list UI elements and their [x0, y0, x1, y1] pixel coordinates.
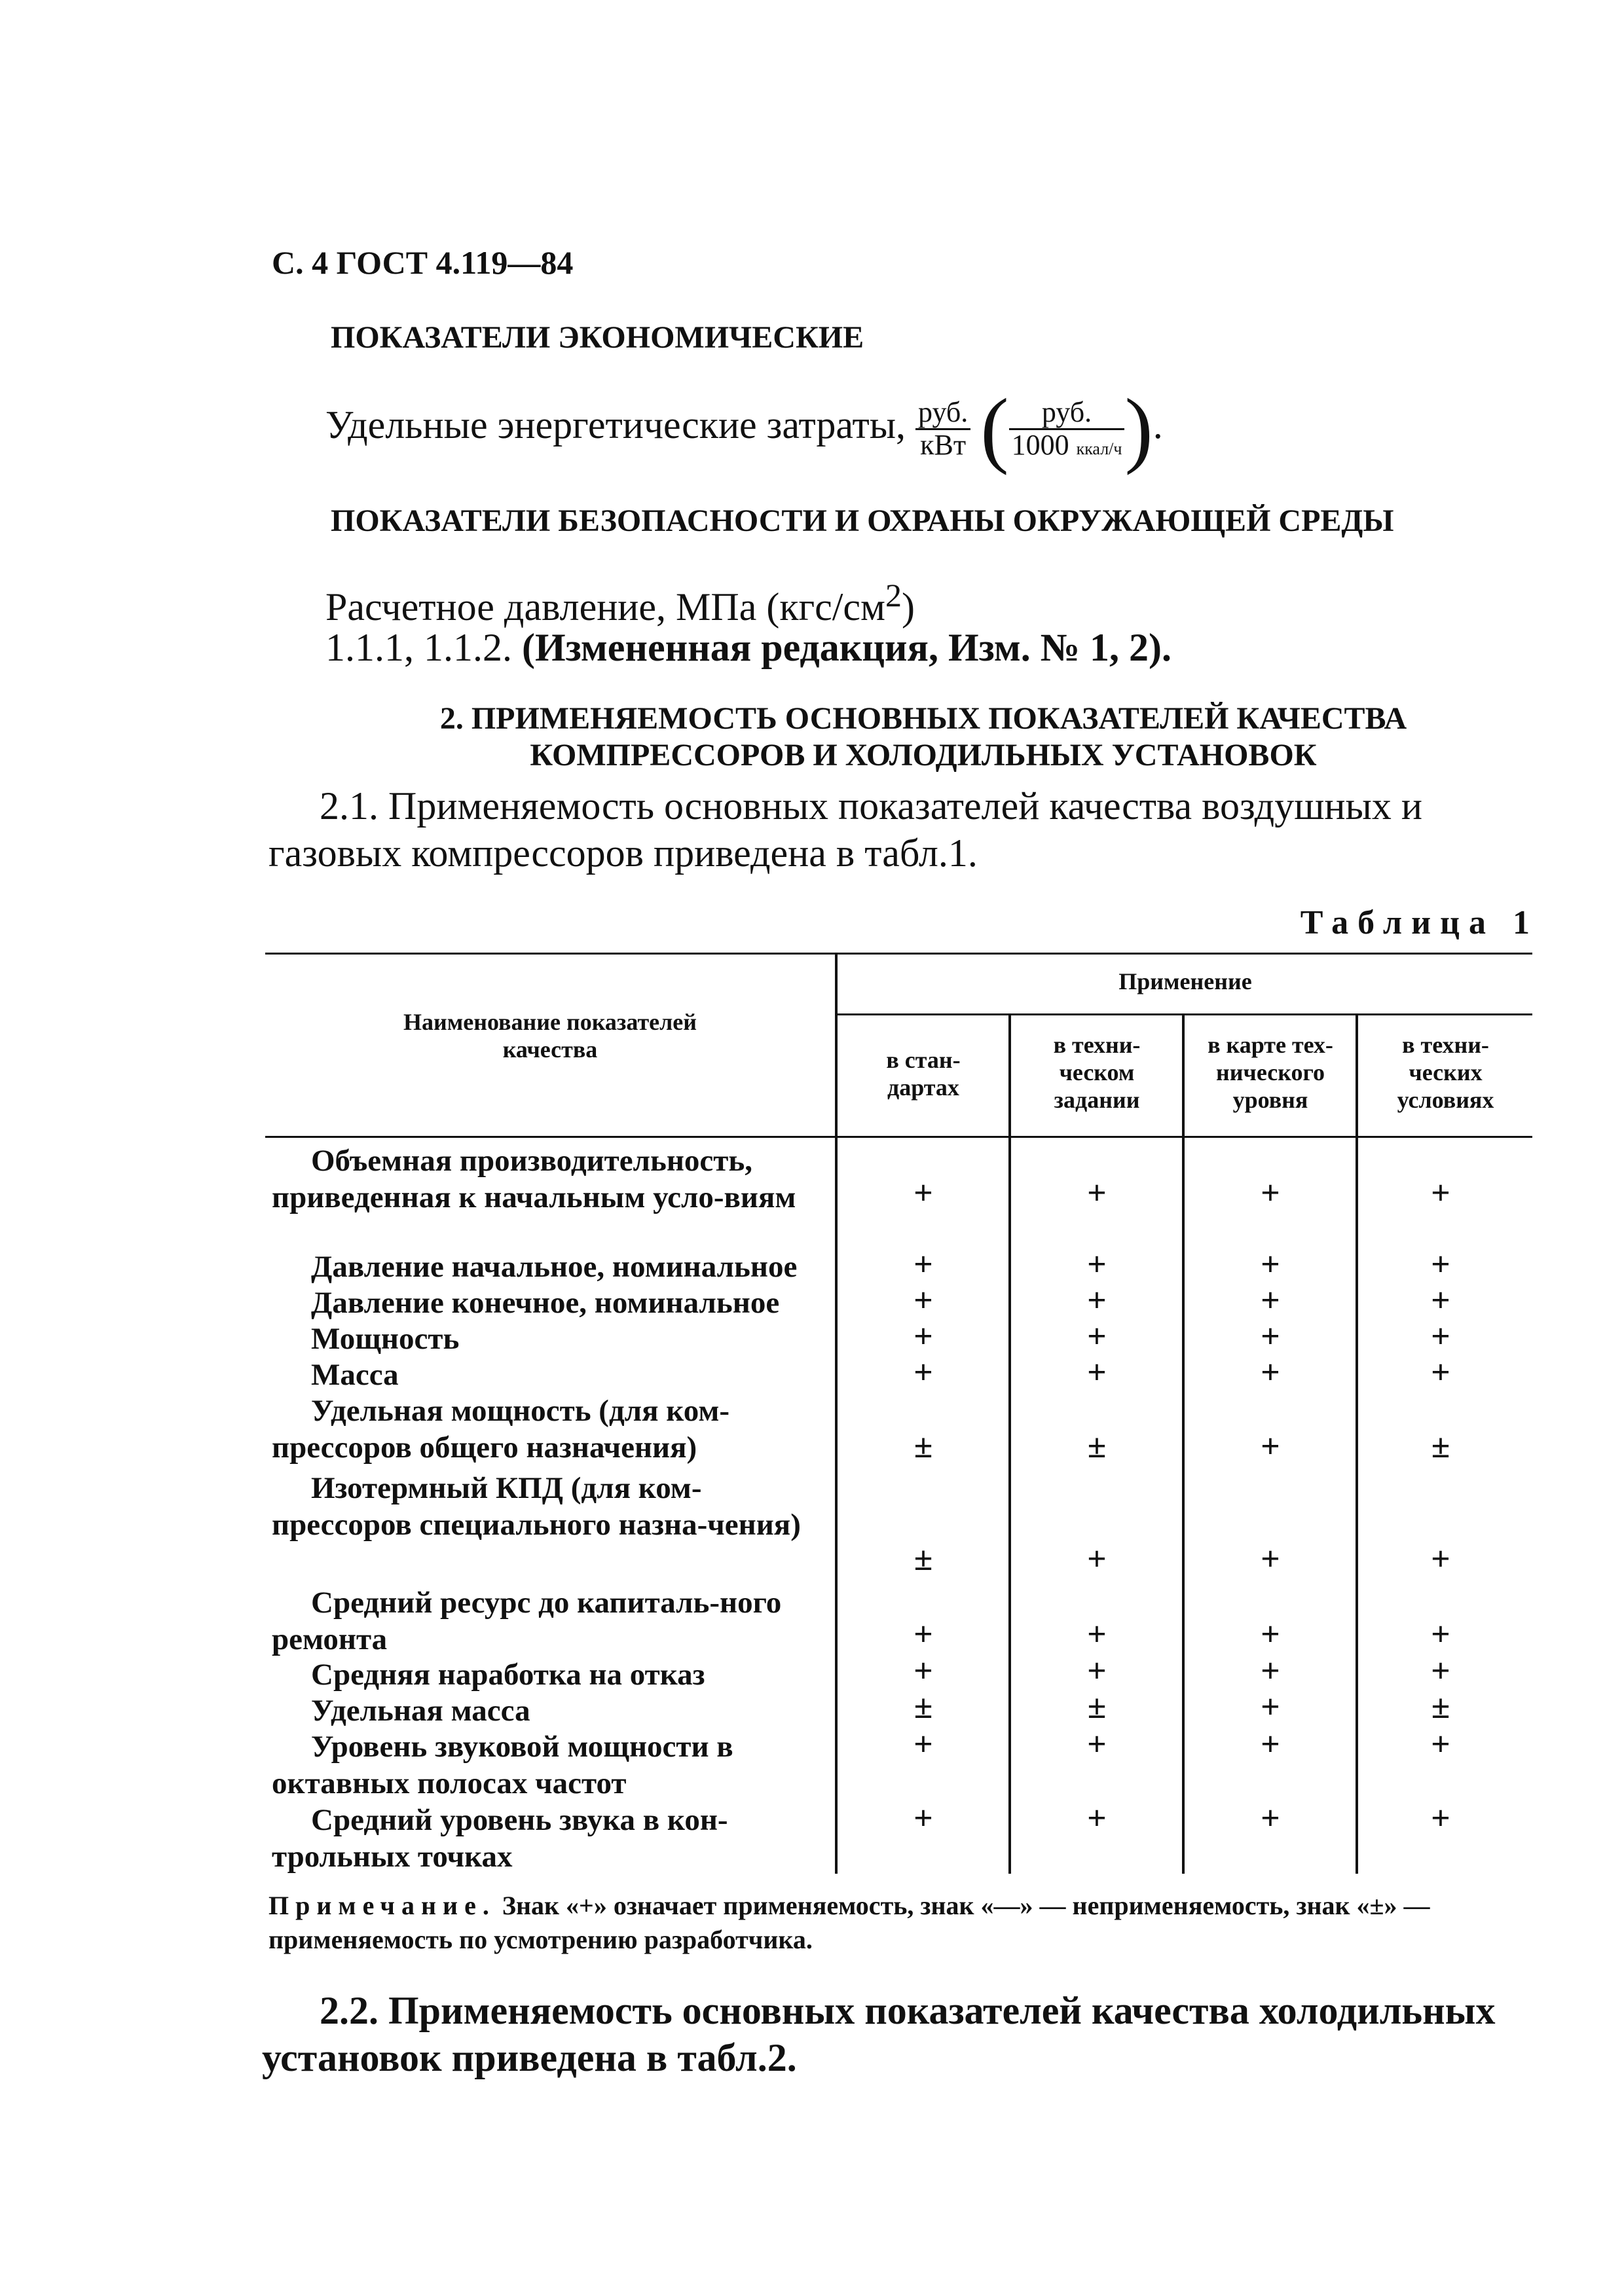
row-6-text: Удельная мощность (для ком-прессоров общего назначения)	[272, 1394, 729, 1465]
table-vrule-3	[1182, 1015, 1185, 1874]
note-text: Знак «+» означает применяемость, знак «—» — неприменяемость, знак «±» — применяемость по усмотрению разработчика.	[268, 1891, 1430, 1954]
mark-r10-c2: ±	[1087, 1688, 1107, 1726]
pressure-close: )	[902, 585, 915, 629]
economic-heading: ПОКАЗАТЕЛИ ЭКОНОМИЧЕСКИЕ	[331, 320, 864, 355]
row-name-6	[272, 1393, 835, 1466]
row-name-8	[272, 1584, 835, 1658]
mark-r10-c1: ±	[913, 1688, 933, 1726]
unit1-numerator: руб.	[915, 397, 970, 429]
mark-r5-c1: +	[913, 1354, 933, 1391]
row-name-1	[272, 1142, 835, 1216]
mark-r5-c2: +	[1087, 1354, 1107, 1391]
mark-r2-c1: +	[913, 1246, 933, 1283]
paragraph-2-2-text: 2.2. Применяемость основных показателей качества холодильных установок приведена в табл.2.	[262, 1989, 1496, 2079]
unit1-denominator: кВт	[920, 428, 967, 461]
mark-r6-c2: ±	[1087, 1428, 1107, 1465]
mark-r7-c2: +	[1087, 1540, 1107, 1578]
mark-r8-c2: +	[1087, 1616, 1107, 1653]
row-9-text: Средняя наработка на отказ	[311, 1658, 705, 1692]
section-2-title-line2: КОМПРЕССОРОВ И ХОЛОДИЛЬНЫХ УСТАНОВОК	[530, 738, 1317, 773]
mark-r4-c4: +	[1431, 1318, 1450, 1355]
mark-r1-c1: +	[913, 1175, 933, 1212]
table-header-rule	[265, 1136, 1532, 1138]
mark-r10-c3: +	[1261, 1688, 1280, 1726]
mark-r11-c3: +	[1261, 1726, 1280, 1763]
mark-r9-c2: +	[1087, 1652, 1107, 1690]
row-name-12	[272, 1802, 835, 1875]
mark-r1-c4: +	[1431, 1175, 1450, 1212]
mark-r12-c1: +	[913, 1800, 933, 1837]
mark-r3-c3: +	[1261, 1282, 1280, 1319]
energy-cost-line	[325, 382, 1163, 476]
mark-r8-c1: +	[913, 1616, 933, 1653]
mark-r12-c4: +	[1431, 1800, 1450, 1837]
mark-r11-c4: +	[1431, 1726, 1450, 1763]
row-12-text: Средний уровень звука в кон-трольных точках	[272, 1803, 728, 1874]
row-2-text: Давление начальное, номинальное	[311, 1250, 798, 1284]
mark-r2-c3: +	[1261, 1246, 1280, 1283]
mark-r4-c2: +	[1087, 1318, 1107, 1355]
section-2-title-line1: 2. ПРИМЕНЯЕМОСТЬ ОСНОВНЫХ ПОКАЗАТЕЛЕЙ КАЧЕСТВА	[439, 701, 1407, 736]
mark-r10-c4: ±	[1431, 1688, 1450, 1726]
row-name-7	[272, 1470, 835, 1543]
mark-r6-c3: +	[1261, 1428, 1280, 1465]
amendment-line	[325, 625, 1172, 670]
page-header: С. 4 ГОСТ 4.119—84	[272, 244, 574, 281]
energy-label: Удельные энергетические затраты,	[325, 403, 906, 446]
mark-r1-c3: +	[1261, 1175, 1280, 1212]
mark-r9-c1: +	[913, 1652, 933, 1690]
row-name-11	[272, 1728, 835, 1802]
mark-r6-c1: ±	[913, 1428, 933, 1465]
unit2-numerator: руб.	[1009, 397, 1125, 429]
row-8-text: Средний ресурс до капиталь-ного ремонта	[272, 1586, 782, 1656]
row-name-9	[272, 1656, 835, 1693]
unit-fraction-1	[915, 397, 970, 460]
table-vrule-1	[835, 954, 838, 1874]
mark-r4-c3: +	[1261, 1318, 1280, 1355]
pressure-sup: 2	[885, 577, 902, 613]
mark-r9-c3: +	[1261, 1652, 1280, 1690]
mark-r1-c2: +	[1087, 1175, 1107, 1212]
header-application: Применение	[1118, 968, 1252, 994]
mark-r11-c1: +	[913, 1726, 933, 1763]
table-title: Таблица 1	[1300, 904, 1539, 941]
mark-r8-c4: +	[1431, 1616, 1450, 1653]
mark-r3-c2: +	[1087, 1282, 1107, 1319]
mark-r6-c4: ±	[1431, 1428, 1450, 1465]
row-name-2	[272, 1248, 835, 1285]
unit2-den-number: 1000	[1011, 428, 1069, 461]
header-col-tech-level-card: в карте тех- нического уровня	[1208, 1032, 1333, 1113]
unit-fraction-2	[1009, 397, 1125, 460]
section-2-title	[275, 701, 1572, 774]
mark-r12-c3: +	[1261, 1800, 1280, 1837]
row-5-text: Масса	[311, 1358, 399, 1392]
row-name-4	[272, 1321, 835, 1357]
mark-r3-c4: +	[1431, 1282, 1450, 1319]
paren-close: )	[1124, 382, 1153, 476]
mark-r8-c3: +	[1261, 1616, 1280, 1653]
mark-r4-c1: +	[913, 1318, 933, 1355]
row-10-text: Удельная масса	[311, 1694, 530, 1728]
mark-r5-c4: +	[1431, 1354, 1450, 1391]
table-vrule-2	[1008, 1015, 1011, 1874]
paragraph-2-1	[268, 782, 1545, 877]
pressure-line	[325, 576, 915, 630]
energy-end: .	[1153, 403, 1163, 446]
mark-r2-c4: +	[1431, 1246, 1450, 1283]
mark-r11-c2: +	[1087, 1726, 1107, 1763]
mark-r12-c2: +	[1087, 1800, 1107, 1837]
header-indicator-name: Наименование показателей качества	[403, 1009, 697, 1063]
safety-heading: ПОКАЗАТЕЛИ БЕЗОПАСНОСТИ И ОХРАНЫ ОКРУЖАЮЩЕЙ СРЕДЫ	[331, 503, 1394, 538]
unit2-den-unit: ккал/ч	[1076, 439, 1122, 458]
row-4-text: Мощность	[311, 1322, 460, 1356]
mark-r7-c3: +	[1261, 1540, 1280, 1578]
paren-open: (	[980, 382, 1009, 476]
table-note	[268, 1889, 1545, 1957]
header-col-tech-task: в техни- ческом задании	[1053, 1032, 1141, 1113]
row-1-text: Объемная производительность, приведенная к начальным усло-виям	[272, 1144, 796, 1214]
note-label: Примечание.	[268, 1891, 496, 1920]
row-name-10	[272, 1692, 835, 1729]
table-vrule-4	[1356, 1015, 1358, 1874]
header-col-standards: в стан- дартах	[886, 1047, 961, 1101]
unit2-denominator	[1009, 430, 1125, 460]
pressure-text: Расчетное давление, МПа (кгс/см	[325, 585, 885, 629]
amend-note: (Измененная редакция, Изм. № 1, 2).	[522, 626, 1172, 669]
paragraph-2-1-text: 2.1. Применяемость основных показателей качества воздушных и газовых компрессоров приведена в табл.1.	[268, 784, 1422, 875]
row-11-text: Уровень звуковой мощности в октавных полосах частот	[272, 1730, 733, 1800]
mark-r9-c4: +	[1431, 1652, 1450, 1690]
mark-r2-c2: +	[1087, 1246, 1107, 1283]
mark-r3-c1: +	[913, 1282, 933, 1319]
row-name-3	[272, 1285, 835, 1321]
table-top-rule	[265, 953, 1532, 955]
mark-r7-c4: +	[1431, 1540, 1450, 1578]
row-3-text: Давление конечное, номинальное	[311, 1286, 780, 1320]
amend-refs: 1.1.1, 1.1.2.	[325, 626, 522, 669]
mark-r7-c1: ±	[913, 1540, 933, 1578]
header-col-tech-conditions: в техни- ческих условиях	[1397, 1032, 1494, 1113]
row-name-5	[272, 1357, 835, 1393]
row-7-text: Изотермный КПД (для ком-прессоров специального назна-чения)	[272, 1471, 801, 1542]
mark-r5-c3: +	[1261, 1354, 1280, 1391]
paragraph-2-2	[262, 1987, 1545, 2081]
